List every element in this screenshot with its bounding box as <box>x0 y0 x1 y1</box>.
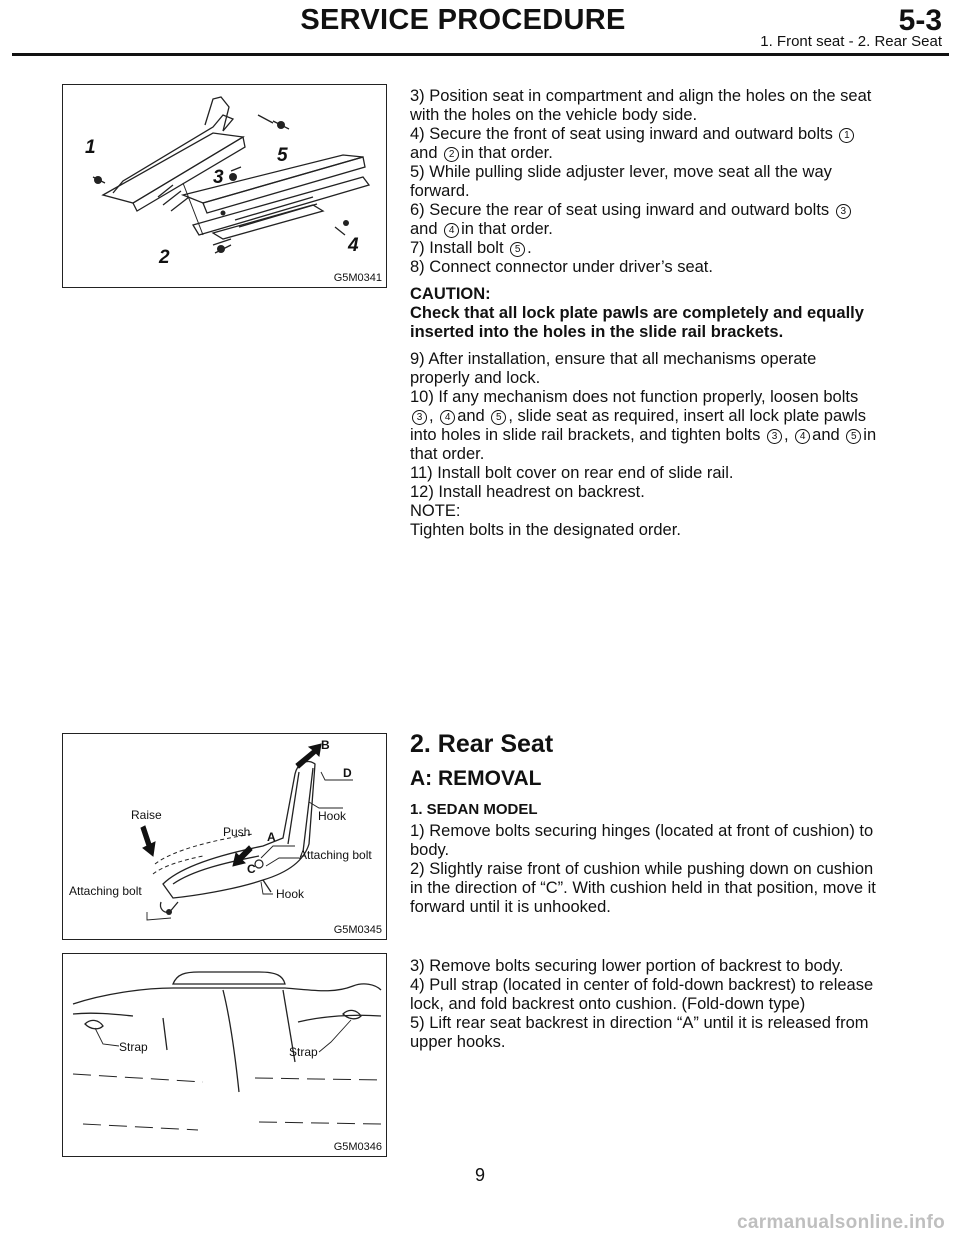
installation-steps <box>410 87 880 540</box>
removal-step-3: 3) Remove bolts securing lower portion of backrest to body. <box>410 957 844 975</box>
bolt-callout: 5 <box>491 410 506 425</box>
callout-4: 4 <box>348 235 359 256</box>
rear-seat-section <box>410 730 880 917</box>
note-text: Tighten bolts in the designated order. <box>410 521 681 539</box>
figure-rear-cushion <box>62 733 387 940</box>
caution-label: CAUTION: <box>410 285 491 303</box>
label-attaching-bolt-left: Attaching bolt <box>69 884 142 898</box>
install-step-11: 11) Install bolt cover on rear end of slide rail. <box>410 464 734 482</box>
section-heading: 2. Rear Seat <box>410 730 554 758</box>
label-attaching-bolt-right: Attaching bolt <box>299 848 372 862</box>
figure-caption: G5M0341 <box>333 272 382 284</box>
note-label: NOTE: <box>410 502 461 520</box>
bolt-callout: 2 <box>444 147 459 162</box>
bolt-callout: 3 <box>836 204 851 219</box>
figure-caption: G5M0346 <box>333 1141 382 1153</box>
label-a: A <box>267 830 276 844</box>
removal-steps-cont <box>410 957 880 1052</box>
figure-caption: G5M0345 <box>333 924 382 936</box>
install-step-8: 8) Connect connector under driver’s seat. <box>410 258 713 276</box>
install-step-3: 3) Position seat in compartment and align the holes on the seat with the holes on the vehicle body side. <box>410 87 872 124</box>
install-step-6: 6) Secure the rear of seat using inward and outward bolts 3and 4 in that order. <box>410 201 880 239</box>
install-step-10: 10) If any mechanism does not function properly, loosen bolts 3 , 4 and 5 , slide seat as required, insert all lock plate pawls into holes in slide rail brackets, and tighten bolts 3 , 4 and 5 in that order. <box>410 388 877 463</box>
model-heading: 1. SEDAN MODEL <box>410 801 538 818</box>
install-step-7: 7) Install bolt 5 . <box>410 239 532 257</box>
bolt-callout: 4 <box>444 223 459 238</box>
label-raise: Raise <box>131 808 162 822</box>
section-title: SERVICE PROCEDURE <box>300 4 626 36</box>
removal-step-2: 2) Slightly raise front of cushion while pushing down on cushion in the direction of “C”. With cushion held in that position, move it forward until it is unhooked. <box>410 860 876 916</box>
rear-strap-drawing <box>63 954 385 1154</box>
section-subtitle: 1. Front seat - 2. Rear Seat <box>760 33 942 50</box>
callout-2: 2 <box>159 247 170 268</box>
removal-step-4: 4) Pull strap (located in center of fold-down backrest) to release lock, and fold backrest onto cushion. (Fold-down type) <box>410 976 874 1013</box>
bolt-callout: 5 <box>510 242 525 257</box>
section-number: 5-3 <box>898 4 942 37</box>
bolt-callout: 1 <box>839 128 854 143</box>
callout-5: 5 <box>277 145 288 166</box>
label-b: B <box>321 738 330 752</box>
bolt-callout: 3 <box>412 410 427 425</box>
bolt-callout: 3 <box>767 429 782 444</box>
label-c: C <box>247 862 256 876</box>
label-hook-top: Hook <box>318 809 347 823</box>
bolt-callout: 5 <box>846 429 861 444</box>
figure-seat-rail <box>62 84 387 288</box>
install-step-4: 4) Secure the front of seat using inward and outward bolts 1and 2 in that order. <box>410 125 880 163</box>
removal-step-1: 1) Remove bolts securing hinges (located at front of cushion) to body. <box>410 822 874 859</box>
callout-1: 1 <box>85 137 96 158</box>
label-push: Push <box>223 825 251 839</box>
label-d: D <box>343 766 352 780</box>
install-step-9: 9) After installation, ensure that all mechanisms operate properly and lock. <box>410 350 817 387</box>
bolt-callout: 4 <box>440 410 455 425</box>
caution-text: Check that all lock plate pawls are completely and equally inserted into the holes in the slide rail brackets. <box>410 304 864 341</box>
watermark: carmanualsonline.info <box>737 1212 945 1233</box>
label-strap-left: Strap <box>119 1040 148 1054</box>
subsection-heading: A: REMOVAL <box>410 767 542 790</box>
install-step-12: 12) Install headrest on backrest. <box>410 483 645 501</box>
callout-3: 3 <box>213 167 224 188</box>
figure-rear-strap <box>62 953 387 1157</box>
bolt-callout: 4 <box>795 429 810 444</box>
label-hook-bottom: Hook <box>276 887 305 901</box>
page-number: 9 <box>474 1165 485 1185</box>
removal-step-5: 5) Lift rear seat backrest in direction “A” until it is released from upper hooks. <box>410 1014 869 1051</box>
install-step-5: 5) While pulling slide adjuster lever, move seat all the way forward. <box>410 163 832 200</box>
label-strap-right: Strap <box>289 1045 318 1059</box>
header-rule <box>12 53 949 56</box>
seat-rail-drawing <box>63 85 385 285</box>
